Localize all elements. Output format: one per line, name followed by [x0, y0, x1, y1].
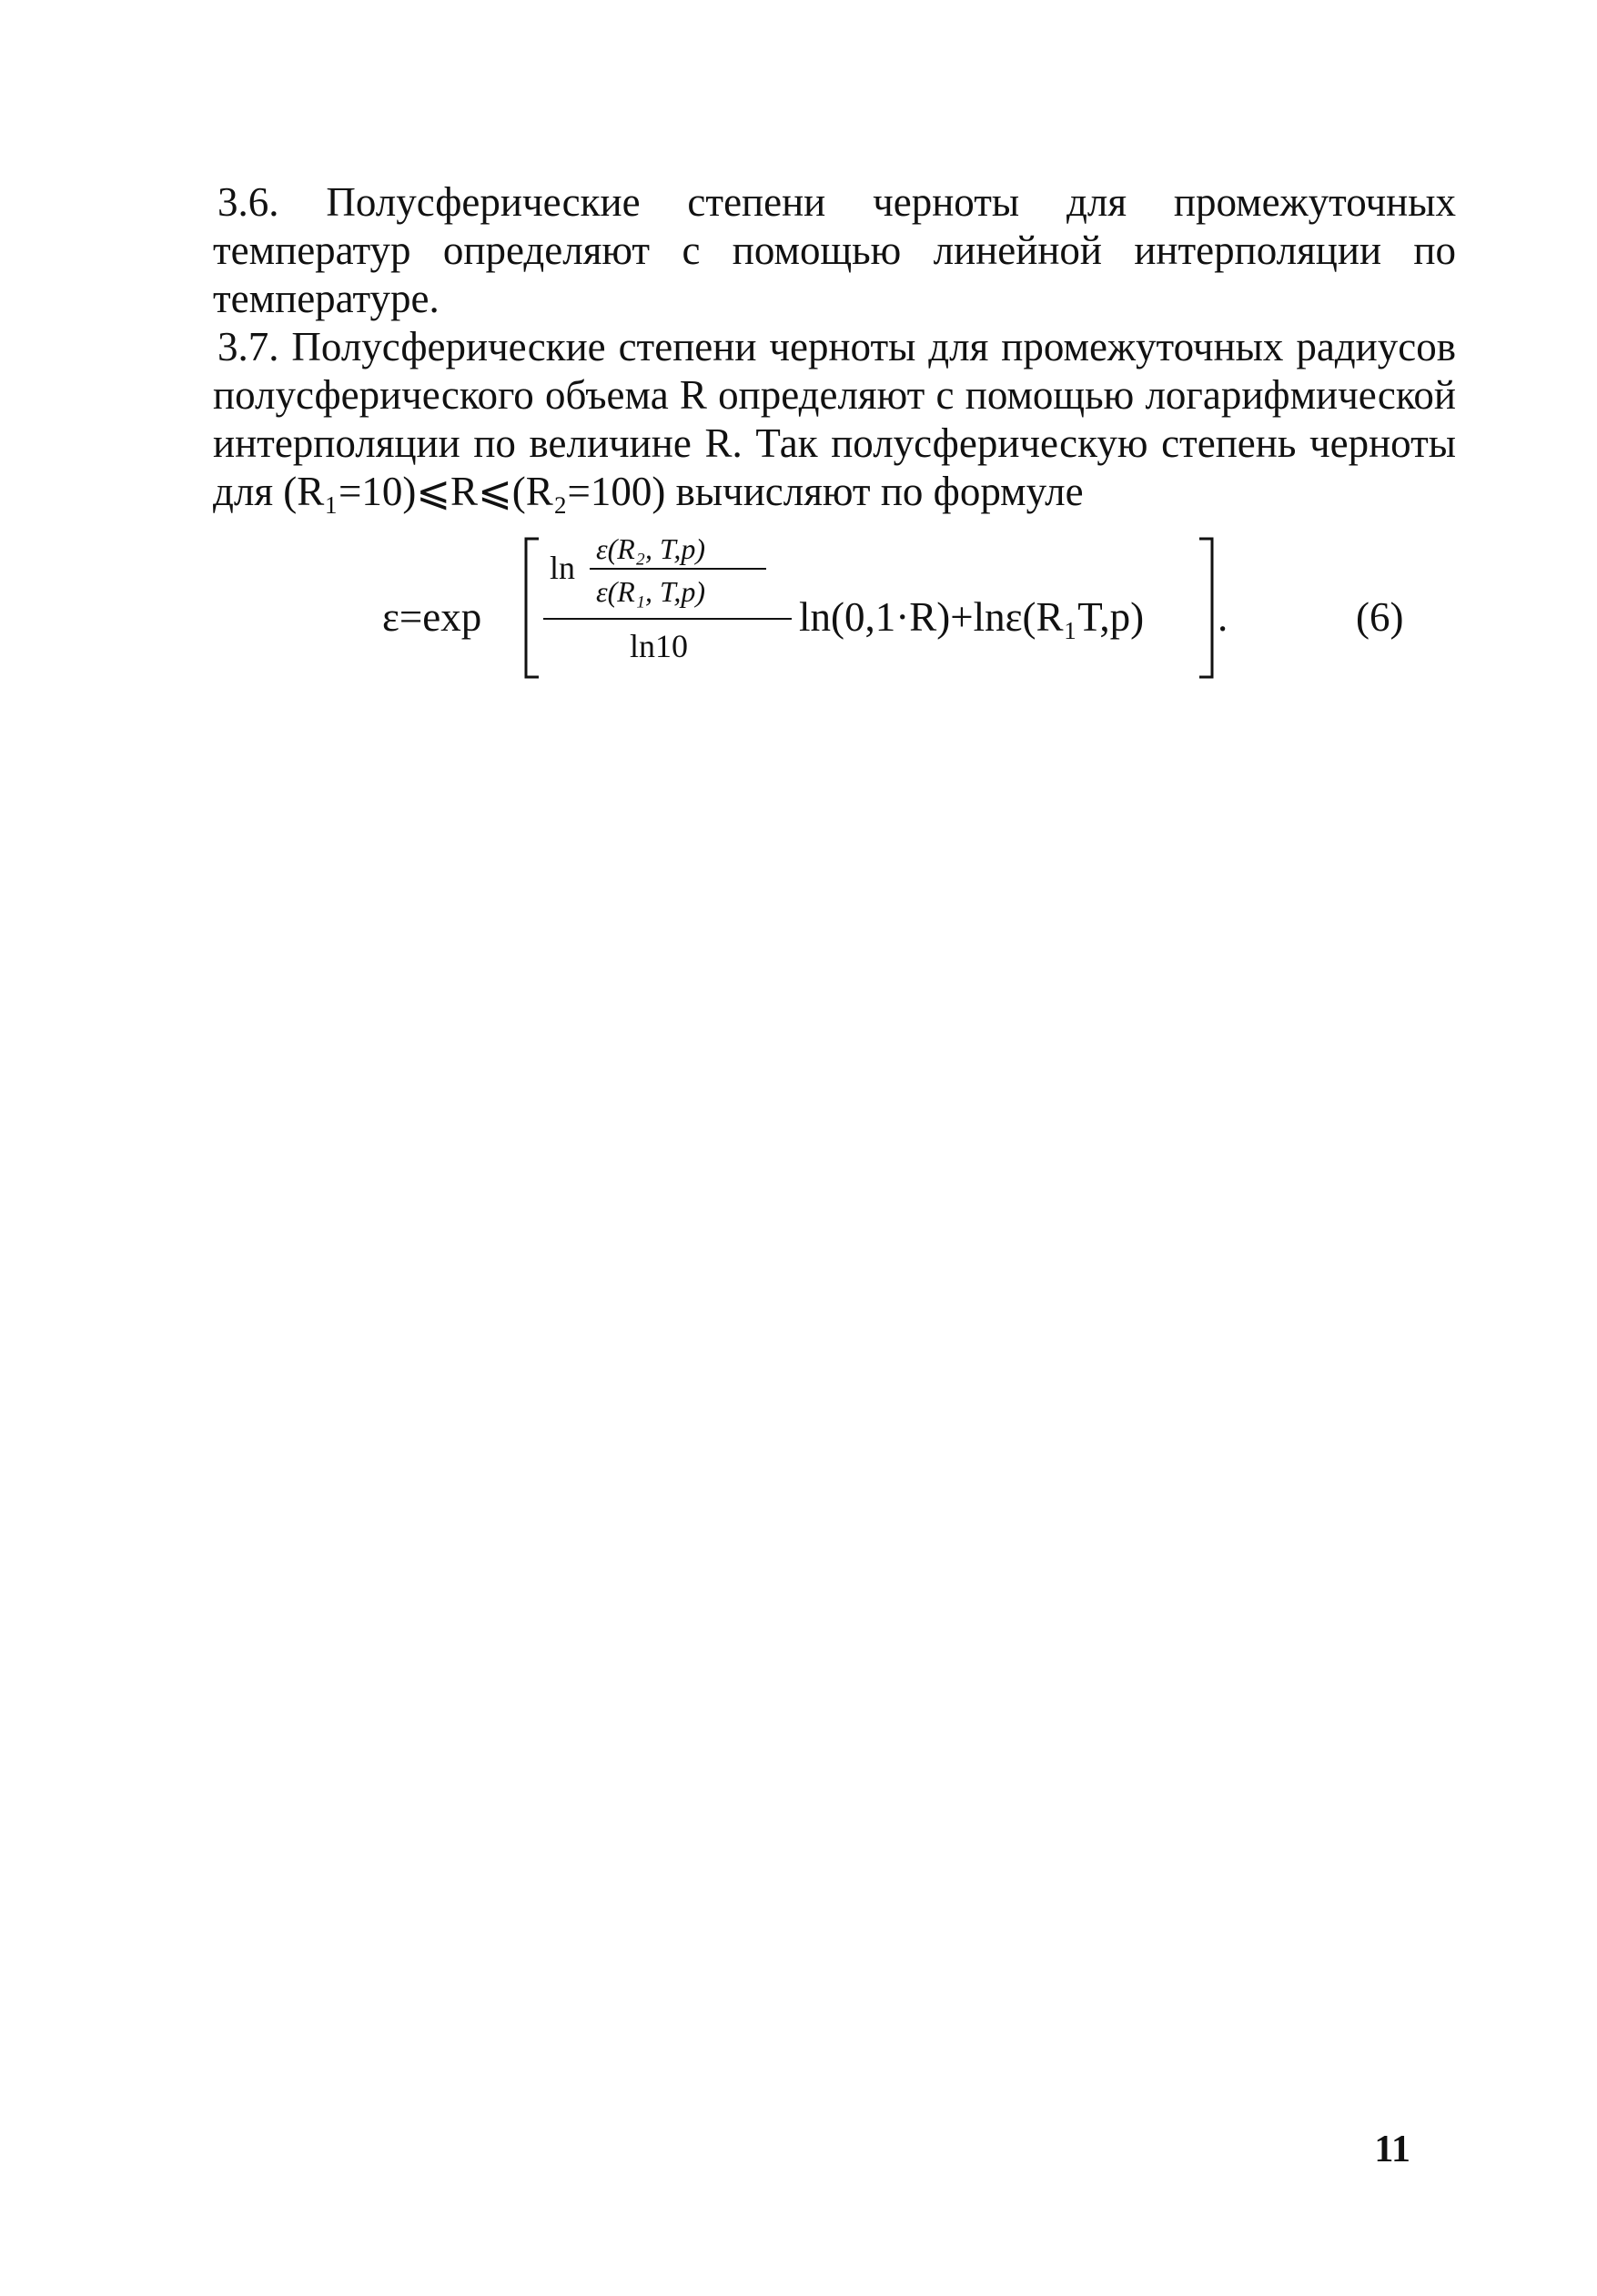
formula-svg — [0, 0, 1597, 728]
formula-tail: ln(0,1·R)+lnε(R₁T,p) — [799, 594, 1145, 640]
page-number: 11 — [1374, 2129, 1410, 2170]
equation-number: (6) — [1356, 594, 1404, 640]
formula-inner-denominator: ε(R₁, T,p) — [596, 575, 706, 608]
formula-end-period: . — [1218, 594, 1228, 640]
right-bracket — [1199, 539, 1212, 677]
paragraph-3-6: 3.6. Полусферические степени черноты для промежуточных температур определяют с помощью линейной интерполяции по температуре. — [213, 179, 1456, 321]
left-bracket — [526, 539, 539, 677]
formula-inner-numerator: ε(R₂, T,p) — [596, 532, 706, 565]
formula-inner-ln: ln — [550, 550, 576, 586]
formula-lhs: ε=exp — [382, 594, 482, 640]
paragraph-3-7: 3.7. Полусферические степени черноты для промежуточных радиусов полусферического объема R определяют с помощью логарифмической интерполяции по величине R. Так полусферическую степень черноты для (R₁=10)⩽R⩽(R₂=100) вычисляют по формуле — [213, 324, 1456, 514]
formula-outer-denominator: ln10 — [630, 628, 689, 664]
